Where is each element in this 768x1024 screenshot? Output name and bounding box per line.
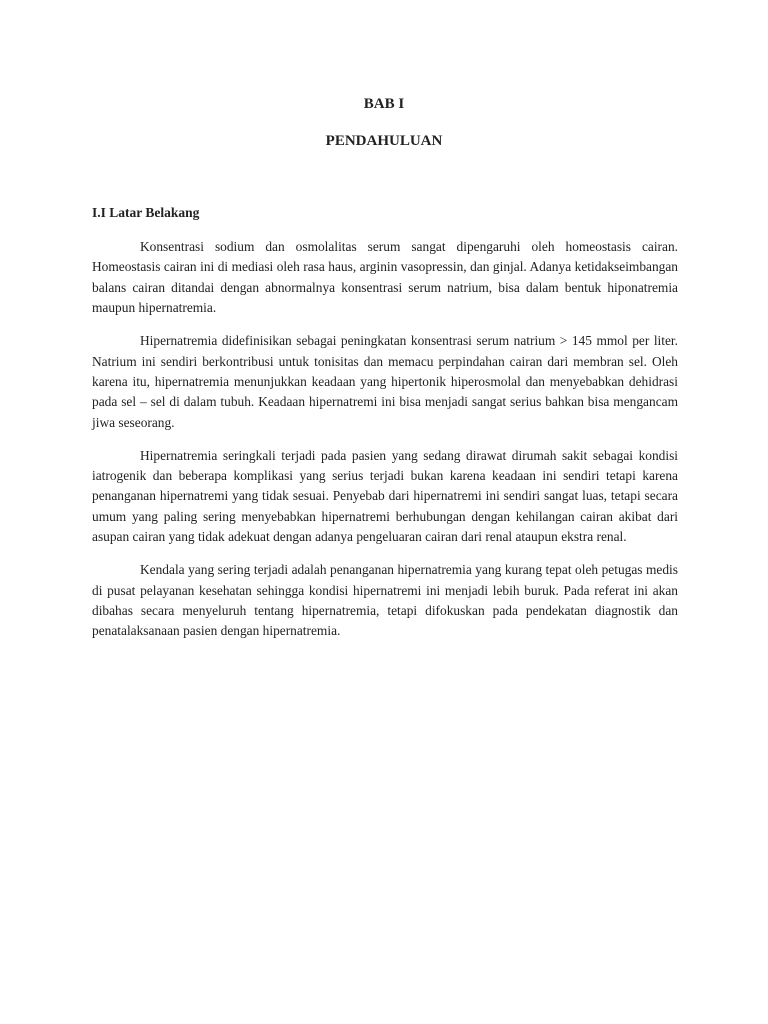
body-text xyxy=(92,237,678,654)
section-heading: I.I Latar Belakang xyxy=(92,205,200,220)
paragraph-4: Kendala yang sering terjadi adalah penanganan hipernatremia yang kurang tepat oleh petugas medis di pusat pelayanan kesehatan sehingga kondisi hipernatremi ini menjadi lebih buruk. Pada referat ini akan dibahas secara menyeluruh tentang hipernatremia, tetapi difokuskan pada pendekatan diagnostik dan penatalaksanaan pasien dengan hipernatremia. xyxy=(92,562,678,639)
paragraph-3: Hipernatremia seringkali terjadi pada pasien yang sedang dirawat dirumah sakit sebagai kondisi iatrogenik dan beberapa komplikasi yang serius terjadi bukan karena keadaan ini sendiri tetapi karena penanganan hipernatremi yang tidak sesuai. Penyebab dari hipernatremi ini sendiri sangat luas, tetapi secara umum yang paling sering menyebabkan hipernatremi berhubungan dengan kehilangan cairan akibat dari asupan cairan yang tidak adekuat dengan adanya pengeluaran cairan dari renal ataupun ekstra renal. xyxy=(92,447,678,545)
paragraph-2: Hipernatremia didefinisikan sebagai peningkatan konsentrasi serum natrium > 145 mmol per liter. Natrium ini sendiri berkontribusi untuk tonisitas dan memacu perpindahan cairan dari membran sel. Oleh karena itu, hipernatremia menunjukkan keadaan yang hipertonik hiperosmolal dan menyebabkan dehidrasi pada sel – sel di dalam tubuh. Keadaan hipernatremi ini bisa menjadi sangat serius bahkan bisa mengancam jiwa seseorang. xyxy=(92,333,678,430)
paragraph-1: Konsentrasi sodium dan osmolalitas serum sangat dipengaruhi oleh homeostasis cairan. Homeostasis cairan ini di mediasi oleh rasa haus, arginin vasopressin, dan ginjal. Adanya ketidakseimbangan balans cairan ditandai dengan abnormalnya konsentrasi serum natrium, bisa dalam bentuk hiponatremia maupun hipernatremia. xyxy=(92,239,678,316)
chapter-number: BAB I xyxy=(363,96,405,112)
chapter-title: PENDAHULUAN xyxy=(325,133,443,149)
